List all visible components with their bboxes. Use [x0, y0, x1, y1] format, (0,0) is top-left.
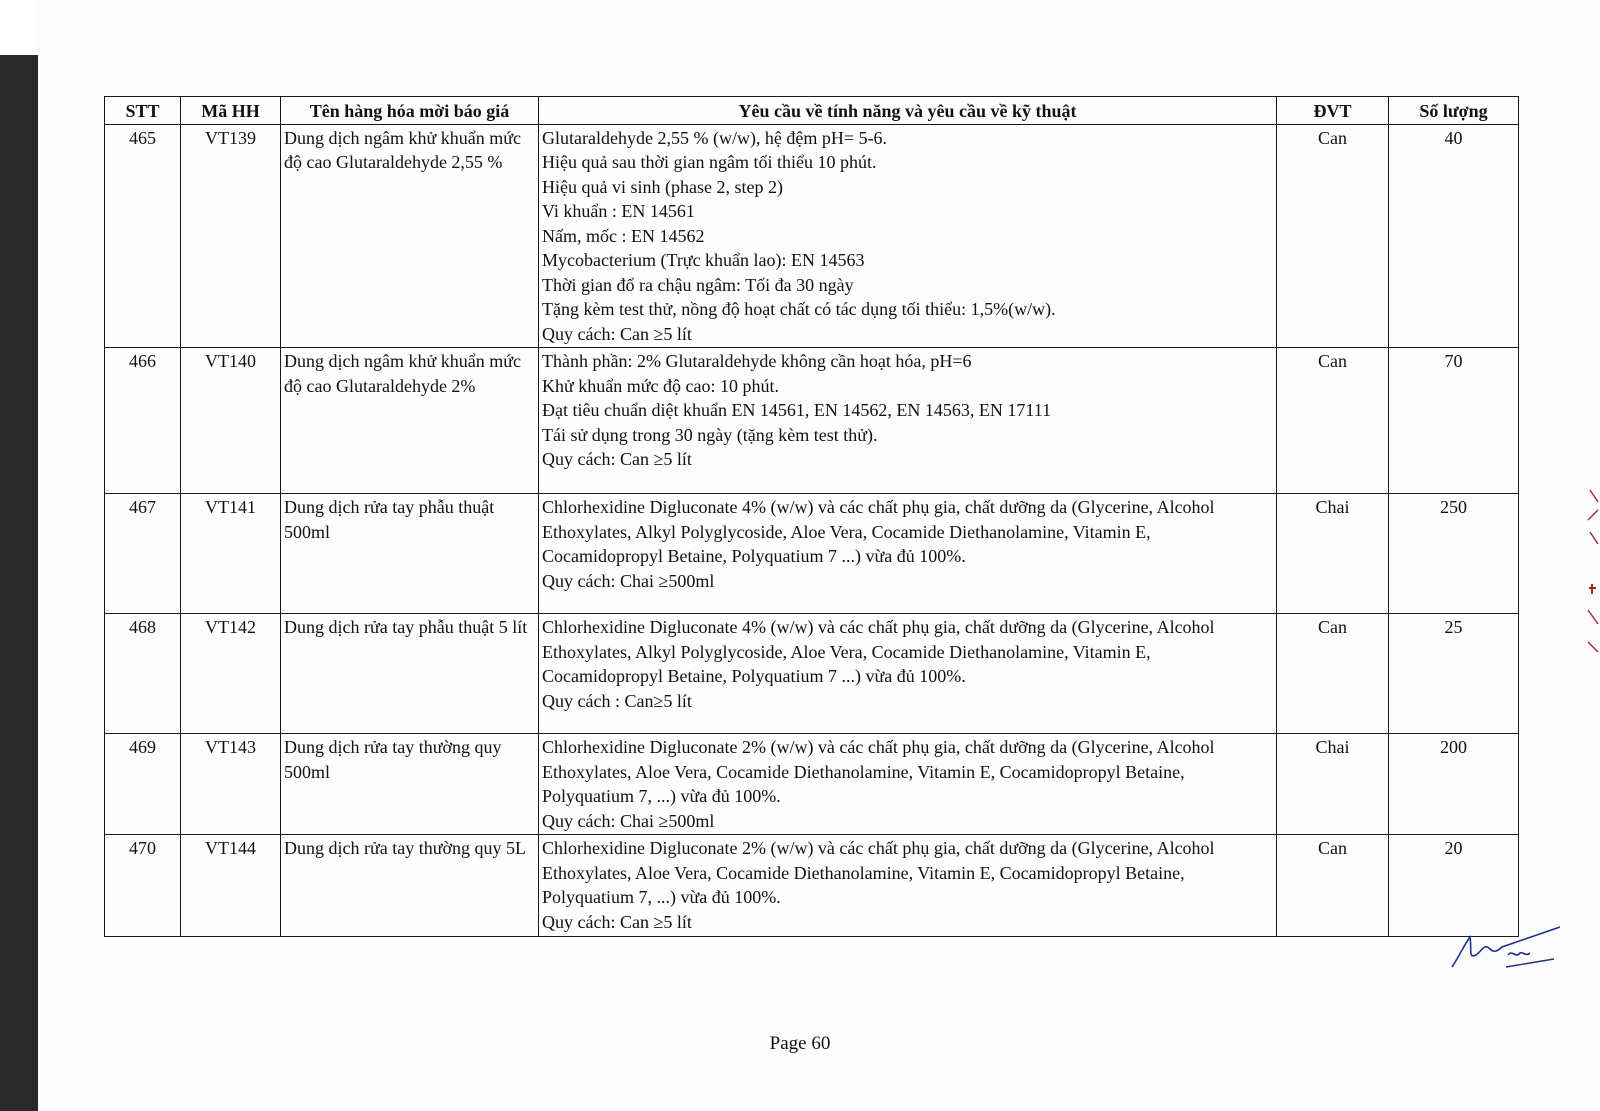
header-ma-hh: Mã HH [181, 97, 281, 125]
requirement-line: Quy cách: Can ≥5 lít [542, 323, 692, 344]
header-dvt: ĐVT [1277, 97, 1389, 125]
cell-ten-hang-hoa: Dung dịch rửa tay phẫu thuật 500ml [281, 494, 539, 614]
requirement-line: Thành phần: 2% Glutaraldehyde không cần hoạt hóa, pH=6 [542, 351, 972, 371]
cell-so-luong: 250 [1389, 494, 1519, 614]
requirement-line: Tặng kèm test thử, nồng độ hoạt chất có tác dụng tối thiểu: 1,5%(w/w). [542, 299, 1056, 319]
requirement-line: Quy cách: Chai ≥500ml [542, 570, 715, 591]
cell-stt: 465 [105, 124, 181, 348]
requirement-line: Hiệu quả sau thời gian ngâm tối thiểu 10 phút. [542, 152, 877, 172]
cell-stt: 470 [105, 835, 181, 937]
requirement-line: Đạt tiêu chuẩn diệt khuẩn EN 14561, EN 14562, EN 14563, EN 17111 [542, 400, 1052, 420]
cell-stt: 466 [105, 348, 181, 494]
header-stt: STT [105, 97, 181, 125]
header-ten-hang-hoa: Tên hàng hóa mời báo giá [281, 97, 539, 125]
cell-yeu-cau [539, 614, 1277, 734]
requirement-line: Mycobacterium (Trực khuẩn lao): EN 14563 [542, 250, 865, 270]
requirement-line: Tái sử dụng trong 30 ngày (tặng kèm test thử). [542, 424, 878, 445]
requirement-line: Glutaraldehyde 2,55 % (w/w), hệ đệm pH= 5-6. [542, 127, 888, 148]
cell-ma-hh: VT139 [181, 124, 281, 348]
table-body [105, 124, 1519, 937]
requirement-line: Khử khuẩn mức độ cao: 10 phút. [542, 375, 779, 396]
cell-dvt: Can [1277, 124, 1389, 348]
cell-stt: 469 [105, 734, 181, 835]
requirement-line: Quy cách : Can≥5 lít [542, 690, 692, 711]
scan-left-edge [0, 55, 38, 1111]
requirement-line: Vi khuẩn : EN 14561 [542, 201, 695, 221]
cell-yeu-cau [539, 124, 1277, 348]
table-row [105, 734, 1519, 835]
header-yeu-cau: Yêu cầu về tính năng và yêu cầu về kỹ thuật [539, 97, 1277, 125]
cell-so-luong: 20 [1389, 835, 1519, 937]
requirement-line: Chlorhexidine Digluconate 2% (w/w) và các chất phụ gia, chất dưỡng da (Glycerine, Alcohol Ethoxylates, Aloe Vera, Cocamide Diethanolamine, Vitamin E, Cocamidopropyl Betaine, Polyquatium 7, ...) vừa đủ 100%. [542, 737, 1215, 806]
cell-dvt: Chai [1277, 494, 1389, 614]
table-row [105, 348, 1519, 494]
cell-ten-hang-hoa: Dung dịch rửa tay thường quy 500ml [281, 734, 539, 835]
cell-dvt: Can [1277, 614, 1389, 734]
table-header-row [105, 97, 1519, 125]
cell-ten-hang-hoa: Dung dịch rửa tay thường quy 5L [281, 835, 539, 937]
requirement-line: Quy cách: Chai ≥500ml [542, 810, 715, 831]
table-row [105, 614, 1519, 734]
cell-ma-hh: VT143 [181, 734, 281, 835]
header-so-luong: Số lượng [1389, 97, 1519, 125]
requirement-line: Nấm, mốc : EN 14562 [542, 225, 705, 246]
cell-so-luong: 70 [1389, 348, 1519, 494]
cell-dvt: Chai [1277, 734, 1389, 835]
partial-stamp-mark [1586, 480, 1600, 660]
cell-dvt: Can [1277, 348, 1389, 494]
handwritten-signature [1450, 915, 1570, 985]
quotation-table [104, 96, 1519, 937]
cell-ma-hh: VT144 [181, 835, 281, 937]
cell-dvt: Can [1277, 835, 1389, 937]
requirement-line: Chlorhexidine Digluconate 2% (w/w) và các chất phụ gia, chất dưỡng da (Glycerine, Alcohol Ethoxylates, Aloe Vera, Cocamide Diethanolamine, Vitamin E, Cocamidopropyl Betaine, Polyquatium 7, ...) vừa đủ 100%. [542, 838, 1215, 907]
requirement-line: Quy cách: Can ≥5 lít [542, 911, 692, 932]
requirement-line: Chlorhexidine Digluconate 4% (w/w) và các chất phụ gia, chất dưỡng da (Glycerine, Alcohol Ethoxylates, Alkyl Polyglycoside, Aloe Vera, Cocamide Diethanolamine, Vitamin E, Cocamidopropyl Betaine, Polyquatium 7 ...) vừa đủ 100%. [542, 617, 1215, 686]
cell-ma-hh: VT141 [181, 494, 281, 614]
requirement-line: Chlorhexidine Digluconate 4% (w/w) và các chất phụ gia, chất dưỡng da (Glycerine, Alcohol Ethoxylates, Alkyl Polyglycoside, Aloe Vera, Cocamide Diethanolamine, Vitamin E, Cocamidopropyl Betaine, Polyquatium 7 ...) vừa đủ 100%. [542, 497, 1215, 566]
cell-so-luong: 40 [1389, 124, 1519, 348]
cell-ten-hang-hoa: Dung dịch ngâm khử khuẩn mức độ cao Glutaraldehyde 2,55 % [281, 124, 539, 348]
cell-ten-hang-hoa: Dung dịch rửa tay phẫu thuật 5 lít [281, 614, 539, 734]
cell-yeu-cau [539, 734, 1277, 835]
cell-ma-hh: VT140 [181, 348, 281, 494]
cell-yeu-cau [539, 348, 1277, 494]
cell-ma-hh: VT142 [181, 614, 281, 734]
table-row [105, 124, 1519, 348]
requirement-line: Hiệu quả vi sinh (phase 2, step 2) [542, 176, 783, 197]
cell-stt: 468 [105, 614, 181, 734]
requirement-line: Thời gian đổ ra chậu ngâm: Tối đa 30 ngày [542, 274, 854, 295]
page-number: Page 60 [769, 1033, 831, 1054]
cell-so-luong: 25 [1389, 614, 1519, 734]
cell-yeu-cau [539, 835, 1277, 937]
table-row [105, 494, 1519, 614]
table-row [105, 835, 1519, 937]
cell-so-luong: 200 [1389, 734, 1519, 835]
requirement-line: Quy cách: Can ≥5 lít [542, 449, 692, 469]
cell-ten-hang-hoa: Dung dịch ngâm khử khuẩn mức độ cao Glutaraldehyde 2% [281, 348, 539, 494]
cell-yeu-cau [539, 494, 1277, 614]
cell-stt: 467 [105, 494, 181, 614]
